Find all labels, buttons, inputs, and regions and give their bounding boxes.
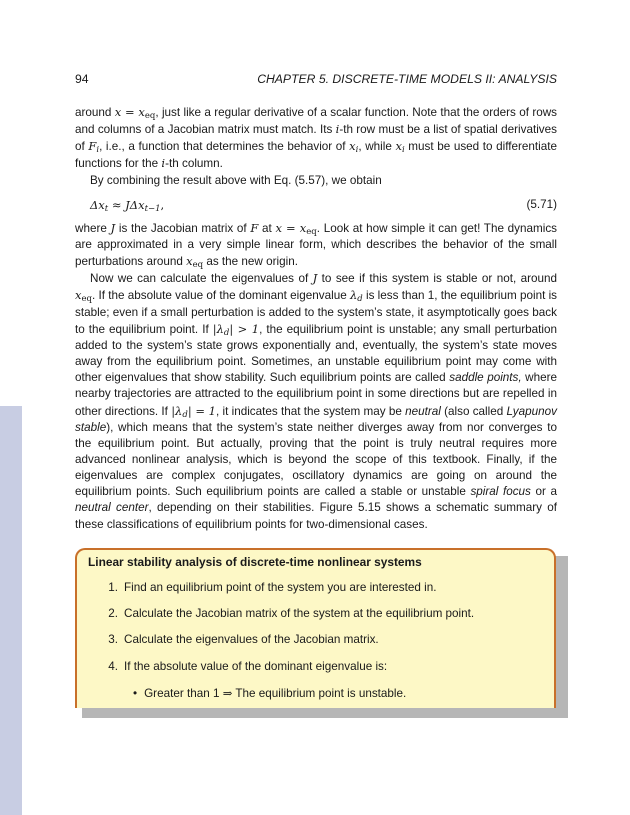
bullet-dot: • — [133, 687, 138, 700]
body-text — [75, 104, 557, 533]
paragraph-2: By combining the result above with Eq. (5.57), we obtain — [90, 173, 382, 187]
step-1: 1. Find an equilibrium point of the system you are interested in. — [108, 581, 437, 594]
paragraph-3: where J is the Jacobian matrix of F at $x = x_{eq}$. Look at how simple it can get! The dynamics are approximated in a very simple linear form, which describes the behavior of the small perturbations around $x_{eq}$ as the new origin. — [75, 220, 558, 271]
equation-expression: $\Delta x_t \approx J\Delta x_{t-1}$, — [90, 197, 165, 214]
step-4: 4. If the absolute value of the dominant eigenvalue is: — [108, 660, 388, 673]
term-spiral-focus: spiral focus — [470, 485, 531, 499]
chapter-title: CHAPTER 5. DISCRETE-TIME MODELS II: ANALYSIS — [257, 72, 557, 86]
equation-number: (5.71) — [526, 197, 557, 211]
summary-box — [75, 548, 556, 708]
term-neutral-center: neutral center — [75, 501, 149, 515]
running-header — [75, 72, 557, 90]
box-title: Linear stability analysis of discrete-time nonlinear systems — [88, 555, 422, 569]
bullet-unstable: • Greater than 1 ⇒ The equilibrium point is unstable. — [133, 686, 407, 700]
term-lyapunov-stable: Lyapunov stable — [75, 404, 557, 434]
page-number: 94 — [75, 72, 89, 86]
implies-arrow: ⇒ — [222, 686, 233, 700]
step-2: 2. Calculate the Jacobian matrix of the system at the equilibrium point. — [108, 607, 475, 620]
term-saddle-points: saddle points, — [449, 371, 522, 385]
term-neutral: neutral — [405, 404, 441, 418]
step-3: 3. Calculate the eigenvalues of the Jacobian matrix. — [108, 633, 379, 646]
equation-5-71 — [75, 194, 557, 216]
paragraph-4: Now we can calculate the eigenvalues of J to see if this system is stable or not, around $x_{eq}$. If the absolute value of the dominant eigenvalue $\lambda_d$ is less than 1, the equilibrium point is stable; even if a small perturbation is added to the system’s state, it asymptotically goes back to the equilibrium point. If $|\lambda_d| > 1$, the equilibrium point is unstable; any small perturbation added to the system’s state grows exponentially and, eventually, the system’s state moves away from the equilibrium point. Sometimes, an unstable equilibrium point may come with other eigenvalues that show stability. Such equilibrium points are called saddle points, where nearby trajectories are attracted to the equilibrium point in some directions but are repelled in other directions. If $|\lambda_d| = 1$, it indicates that the system may be neutral (also called Lyapunov stable), which means that the system’s state neither diverges away from nor converges to the equilibrium point. But actually, proving that the point is truly neutral requires more advanced nonlinear analysis, which is beyond the scope of this textbook. Finally, if the eigenvalues are complex conjugates, oscillatory dynamics are going on around the equilibrium points. Such equilibrium points are called a stable or unstable spiral focus or a neutral center, depending on their stabilities. Figure 5.15 shows a schematic summary of these classifications of equilibrium points for two-dimensional cases. — [75, 271, 558, 531]
paragraph-1: around $x = x_{eq}$, just like a regular derivative of a scalar function. Note that the orders of rows and columns of a Jacobian matrix must match. Its i-th row must be a list of spatial derivatives of $F_i$, i.e., a function that determines the behavior of $x_i$, while $x_i$ must be used to differentiate functions for the i-th column. — [75, 105, 558, 171]
page-edge-tab — [0, 406, 22, 815]
